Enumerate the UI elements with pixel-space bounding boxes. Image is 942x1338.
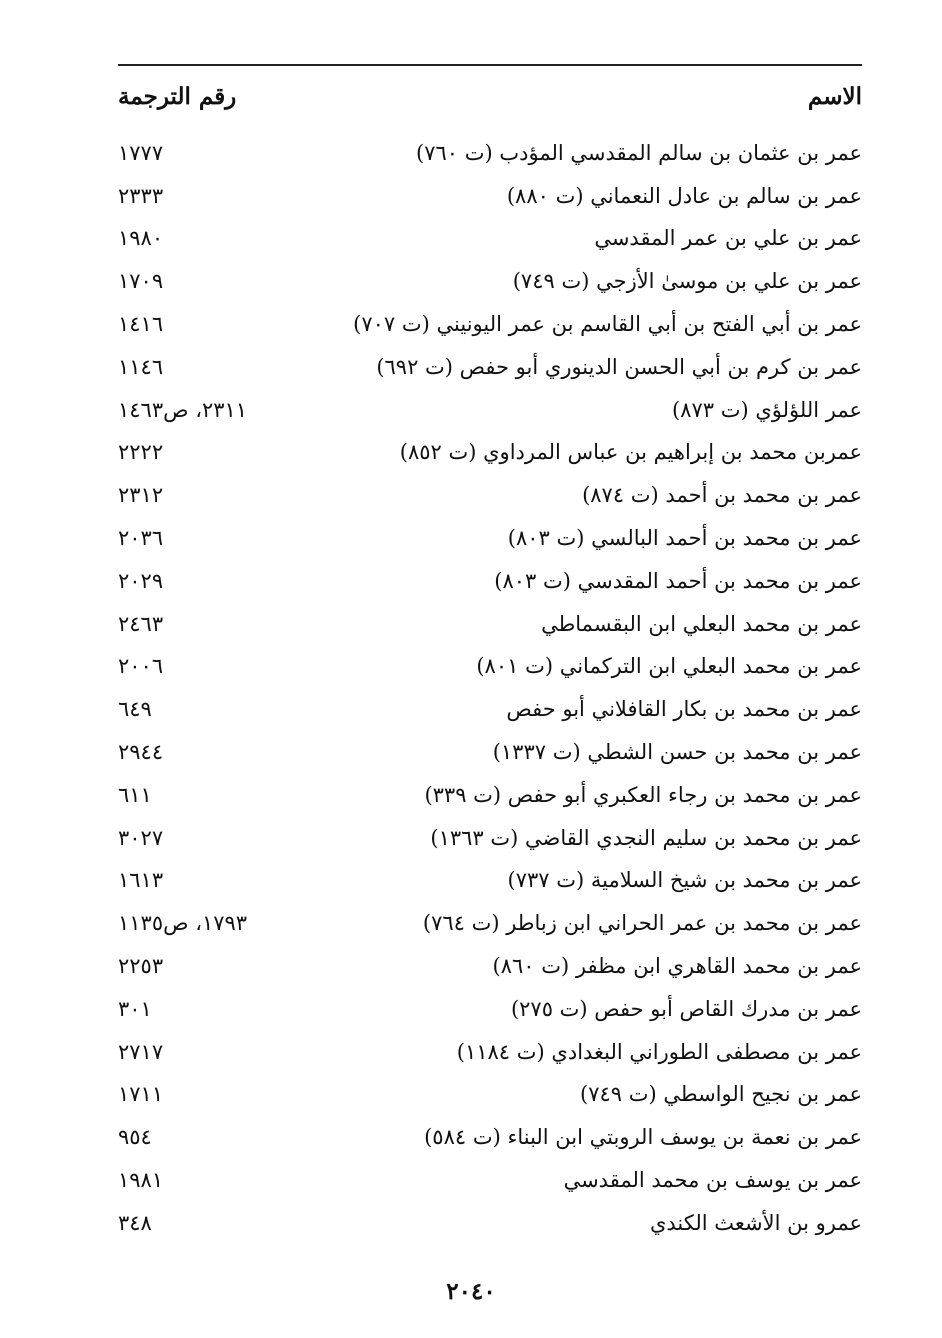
column-header	[118, 76, 862, 116]
entry-number: ١٩٨١	[118, 1168, 164, 1193]
list-item	[118, 175, 862, 218]
list-item	[118, 902, 862, 945]
list-item	[118, 560, 862, 603]
entry-number: ١٩٨٠	[118, 226, 164, 251]
list-item	[118, 260, 862, 303]
entry-name: عمر بن أبي الفتح بن أبي القاسم بن عمر اليونيني (ت ٧٠٧)	[353, 312, 862, 337]
list-item	[118, 774, 862, 817]
name-column-label: الاسم	[807, 82, 862, 110]
list-item	[118, 1116, 862, 1159]
entry-number: ٢٢٢٢	[118, 440, 164, 465]
entry-number: ٢٠٢٩	[118, 568, 164, 593]
entry-name: عمر بن محمد بن بكار القافلاني أبو حفص	[506, 697, 862, 722]
list-item	[118, 432, 862, 475]
entry-name: عمر اللؤلؤي (ت ٨٧٣)	[671, 397, 862, 422]
entry-number: ٣٠١	[118, 996, 152, 1021]
entry-name: عمر بن نجيح الواسطي (ت ٧٤٩)	[579, 1082, 862, 1107]
list-item	[118, 346, 862, 389]
list-item	[118, 303, 862, 346]
list-item	[118, 603, 862, 646]
list-item	[118, 1074, 862, 1117]
entry-name: عمر بن عثمان بن سالم المقدسي المؤدب (ت ٧٦٠)	[416, 140, 862, 165]
entry-name: عمر بن يوسف بن محمد المقدسي	[563, 1168, 862, 1193]
list-item	[118, 218, 862, 261]
entry-number: ١٦١٣	[118, 868, 164, 893]
list-item	[118, 474, 862, 517]
entry-number: ٢٧١٧	[118, 1039, 164, 1064]
entry-name: عمر بن محمد بن حسن الشطي (ت ١٣٣٧)	[492, 740, 862, 765]
entry-name: عمر بن محمد بن عمر الحراني ابن زباطر (ت ٧٦٤)	[422, 911, 862, 936]
list-item	[118, 817, 862, 860]
page-number: ٢٠٤٠	[446, 1278, 496, 1305]
entry-number: ١٧٠٩	[118, 269, 164, 294]
entry-number: ٣٠٢٧	[118, 825, 164, 850]
entry-name: عمربن محمد بن إبراهيم بن عباس المرداوي (ت ٨٥٢)	[399, 440, 862, 465]
entry-number: ٢٣١١، ص١٤٦٣	[118, 397, 248, 422]
entry-number: ٢٣١٢	[118, 483, 164, 508]
entry-name: عمر بن مدرك القاص أبو حفص (ت ٢٧٥)	[510, 996, 862, 1021]
entry-number: ٦١١	[118, 782, 152, 807]
entry-list	[118, 132, 862, 1245]
header-rule	[118, 64, 862, 66]
list-item	[118, 860, 862, 903]
entry-number: ٢٢٥٣	[118, 954, 164, 979]
list-item	[118, 731, 862, 774]
entry-name: عمر بن محمد بن أحمد المقدسي (ت ٨٠٣)	[494, 568, 862, 593]
entry-number: ١٧١١	[118, 1082, 164, 1107]
entry-name: عمر بن محمد بن أحمد البالسي (ت ٨٠٣)	[507, 526, 862, 551]
entry-name: عمر بن محمد القاهري ابن مظفر (ت ٨٦٠)	[492, 954, 862, 979]
list-item	[118, 988, 862, 1031]
entry-number: ٢٠٣٦	[118, 526, 164, 551]
list-item	[118, 389, 862, 432]
entry-number: ٦٤٩	[118, 697, 152, 722]
entry-name: عمر بن مصطفى الطوراني البغدادي (ت ١١٨٤)	[456, 1039, 862, 1064]
entry-number: ١٧٧٧	[118, 140, 164, 165]
entry-number: ٢٤٦٣	[118, 611, 164, 636]
entry-name: عمر بن سالم بن عادل النعماني (ت ٨٨٠)	[506, 183, 862, 208]
list-item	[118, 1202, 862, 1245]
entry-number: ١٤١٦	[118, 312, 164, 337]
entry-number: ٢٠٠٦	[118, 654, 164, 679]
entry-name: عمر بن علي بن عمر المقدسي	[594, 226, 862, 251]
entry-name: عمر بن محمد البعلي ابن البقسماطي	[541, 611, 862, 636]
entry-number: ٢٩٤٤	[118, 740, 164, 765]
entry-number: ٢٣٣٣	[118, 183, 164, 208]
entry-name: عمر بن محمد بن سليم النجدي القاضي (ت ١٣٦٣)	[430, 825, 862, 850]
entry-name: عمر بن محمد بن أحمد (ت ٨٧٤)	[582, 483, 862, 508]
entry-name: عمر بن علي بن موسىٰ الأزجي (ت ٧٤٩)	[512, 269, 862, 294]
number-column-label: رقم الترجمة	[118, 82, 237, 110]
entry-number: ٣٤٨	[118, 1210, 152, 1235]
entry-name: عمر بن محمد بن رجاء العكبري أبو حفص (ت ٣٣٩)	[424, 782, 862, 807]
list-item	[118, 1159, 862, 1202]
list-item	[118, 688, 862, 731]
list-item	[118, 1031, 862, 1074]
list-item	[118, 646, 862, 689]
entry-name: عمر بن محمد البعلي ابن التركماني (ت ٨٠١)	[476, 654, 862, 679]
list-item	[118, 945, 862, 988]
entry-name: عمر بن نعمة بن يوسف الروبتي ابن البناء (ت ٥٨٤)	[424, 1125, 862, 1150]
entry-number: ٩٥٤	[118, 1125, 152, 1150]
entry-name: عمر بن محمد بن شيخ السلامية (ت ٧٣٧)	[507, 868, 862, 893]
entry-number: ١٧٩٣، ص١١٣٥	[118, 911, 248, 936]
entry-name: عمر بن كرم بن أبي الحسن الدينوري أبو حفص (ت ٦٩٢)	[376, 354, 862, 379]
entry-name: عمرو بن الأشعث الكندي	[649, 1210, 862, 1235]
list-item	[118, 132, 862, 175]
entry-number: ١١٤٦	[118, 354, 164, 379]
list-item	[118, 517, 862, 560]
